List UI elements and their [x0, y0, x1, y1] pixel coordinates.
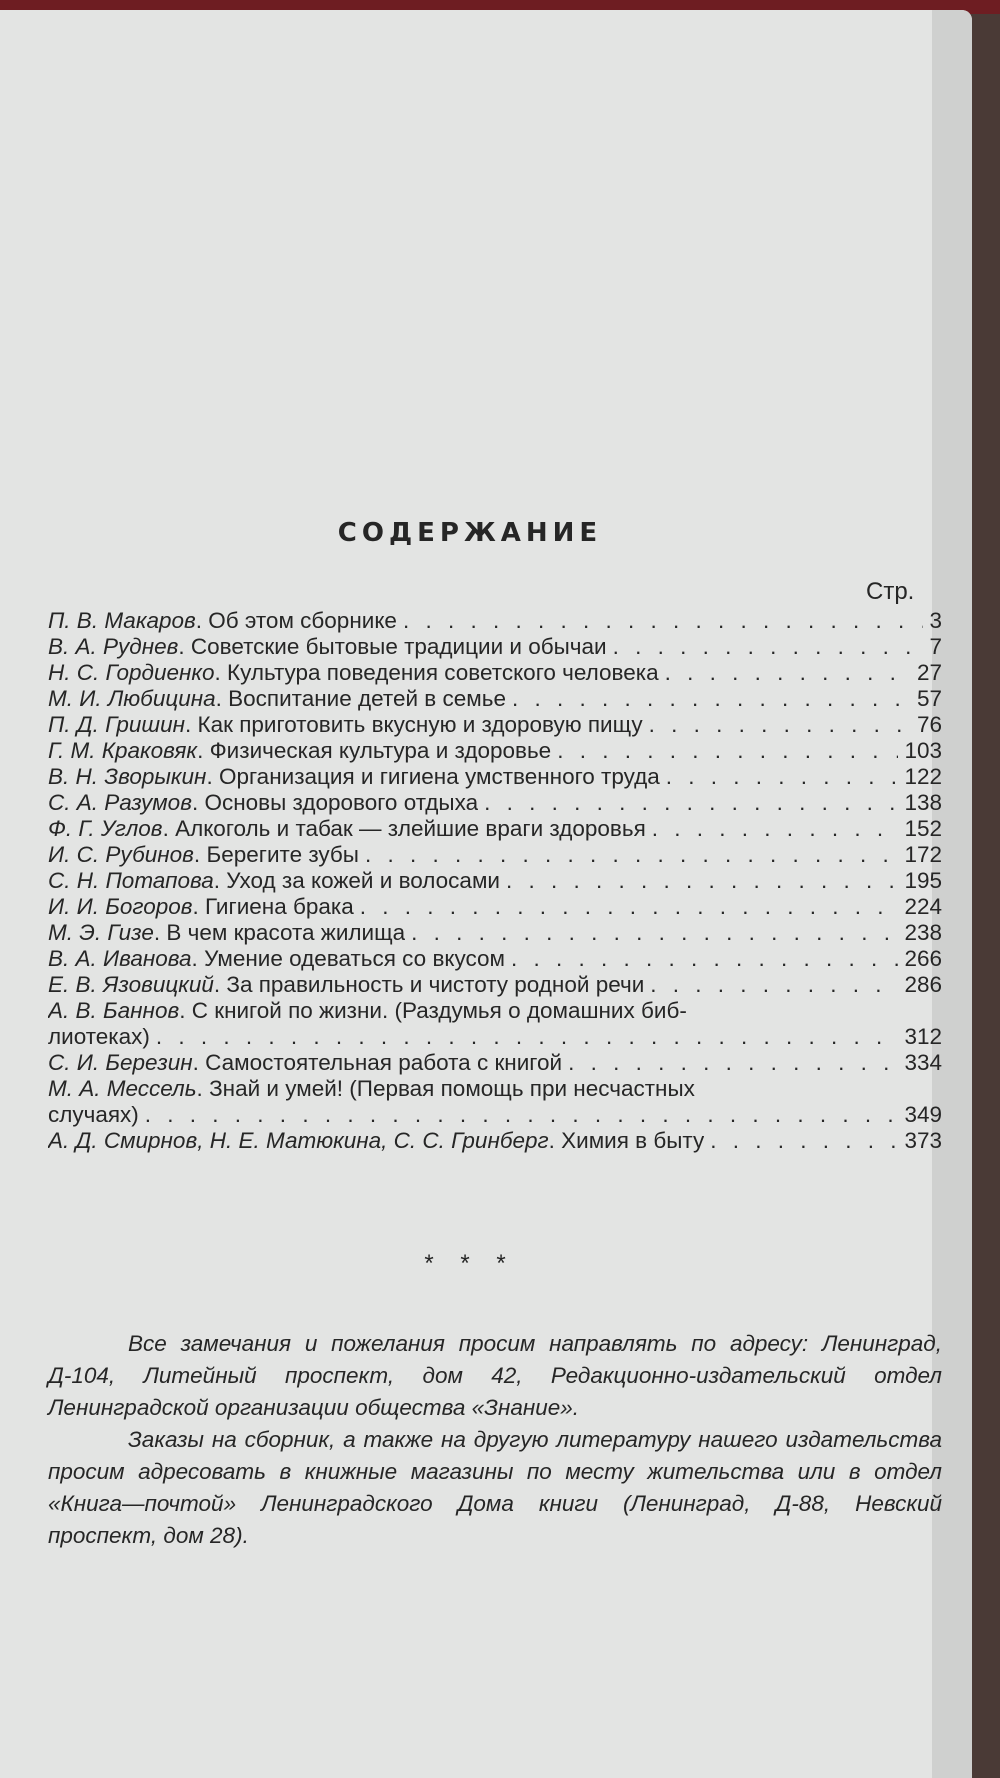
toc-line	[48, 972, 942, 998]
toc-line	[48, 1102, 942, 1128]
toc-author: Г. М. Краковяк	[48, 738, 198, 763]
pages-column-label: Стр.	[866, 578, 915, 605]
toc-entry-text: П. Д. Гришин. Как приготовить вкусную и здоровую пищу	[48, 712, 643, 737]
toc-leader-dots	[403, 608, 924, 634]
note-paragraph: Заказы на сборник, а также на другую литературу нашего издательства просим адресовать в книжные магазины по месту жительства или в отдел «Книга—почтой» Ленинградского Дома книги (Ленинград, Д-88, Невский проспект, дом 28).	[48, 1427, 942, 1548]
toc-author: С. Н. Потапова	[48, 868, 214, 893]
toc-entry-text: М. Э. Гизе. В чем красота жилища	[48, 920, 406, 945]
note-paragraph: Все замечания и пожелания просим направлять по адресу: Ленинград, Д-104, Литейный проспект, дом 42, Редакционно-издательский отдел Ленинградской организации общества «Знание».	[48, 1331, 942, 1420]
toc-line	[48, 738, 942, 764]
toc-title: За правильность и чистоту родной речи	[226, 972, 645, 997]
toc-line	[48, 868, 942, 894]
toc-entry	[48, 738, 942, 764]
toc-author: М. Э. Гизе	[48, 920, 154, 945]
toc-leader-dots	[506, 868, 898, 894]
toc-entry-text: С. И. Березин. Самостоятельная работа с книгой	[48, 1050, 563, 1075]
toc-leader-dots	[568, 1050, 898, 1076]
toc-title: лиотеках)	[48, 1024, 150, 1049]
toc-leader-dots	[649, 712, 911, 738]
toc-entry-text: М. И. Любицина. Воспитание детей в семье	[48, 686, 506, 711]
toc-leader-dots	[512, 686, 911, 712]
toc-title: Знай и умей! (Первая помощь при несчастных	[209, 1076, 695, 1101]
toc-line	[48, 686, 942, 712]
toc-author: И. С. Рубинов	[48, 842, 194, 867]
toc-page-number: 238	[904, 920, 942, 945]
toc-page-number: 7	[929, 634, 942, 659]
toc-author: А. В. Баннов	[48, 998, 180, 1023]
toc-line	[48, 946, 942, 972]
toc-entry-text: Г. М. Краковяк. Физическая культура и здоровье	[48, 738, 552, 763]
toc-entry-text: С. Н. Потапова. Уход за кожей и волосами	[48, 868, 500, 893]
toc-page-number: 138	[904, 790, 942, 815]
toc-entry-text: А. В. Баннов. С книгой по жизни. (Раздумья о домашних биб-	[48, 998, 687, 1023]
toc-title: Основы здорового отдыха	[204, 790, 479, 815]
toc-entry	[48, 972, 942, 998]
toc-leader-dots	[145, 1102, 899, 1128]
toc-entry	[48, 686, 942, 712]
toc-author: В. А. Руднев	[48, 634, 179, 659]
toc-title: Алкоголь и табак — злейшие враги здоровья	[175, 816, 646, 841]
toc-line	[48, 1024, 942, 1050]
toc-entry-text: П. В. Макаров. Об этом сборнике	[48, 608, 397, 633]
toc-leader-dots	[666, 764, 899, 790]
toc-line	[48, 1076, 942, 1102]
toc-title: Физическая культура и здоровье	[209, 738, 552, 763]
toc-entry	[48, 894, 942, 920]
toc-entry	[48, 868, 942, 894]
toc-author: В. А. Иванова	[48, 946, 192, 971]
toc-entry	[48, 712, 942, 738]
toc-author: С. А. Разумов	[48, 790, 192, 815]
toc-line	[48, 998, 942, 1024]
toc-entry-text: И. С. Рубинов. Берегите зубы	[48, 842, 359, 867]
toc-title: Берегите зубы	[206, 842, 359, 867]
toc-entry-text	[48, 1102, 139, 1128]
toc-leader-dots	[613, 634, 924, 660]
toc-entry	[48, 1050, 942, 1076]
toc-page-number: 103	[904, 738, 942, 763]
toc-title: случаях)	[48, 1102, 139, 1127]
toc-page-number: 57	[916, 686, 942, 711]
toc-author: П. Д. Гришин	[48, 712, 185, 737]
publisher-note	[48, 1328, 942, 1552]
toc-line	[48, 712, 942, 738]
toc-title: Химия в быту	[561, 1128, 705, 1153]
toc-author: С. И. Березин	[48, 1050, 193, 1075]
toc-entry	[48, 660, 942, 686]
toc-line	[48, 634, 942, 660]
toc-leader-dots	[557, 738, 898, 764]
toc-author: М. И. Любицина	[48, 686, 216, 711]
toc-title: Гигиена брака	[205, 894, 354, 919]
toc-line	[48, 1128, 942, 1154]
toc-page-number: 3	[929, 608, 942, 633]
toc-leader-dots	[360, 894, 899, 920]
toc-page-number: 334	[904, 1050, 942, 1075]
toc-leader-dots	[665, 660, 911, 686]
toc-entry-text: В. А. Иванова. Умение одеваться со вкусом	[48, 946, 505, 971]
toc-entry-text: В. А. Руднев. Советские бытовые традиции и обычаи	[48, 634, 607, 659]
toc-author: Н. С. Гордиенко	[48, 660, 215, 685]
toc-page-number: 76	[916, 712, 942, 737]
toc-page-number: 286	[904, 972, 942, 997]
toc-author: М. А. Мессель	[48, 1076, 197, 1101]
toc-page-number: 152	[904, 816, 942, 841]
toc-entry-text: М. А. Мессель. Знай и умей! (Первая помощь при несчастных	[48, 1076, 695, 1101]
toc-author: П. В. Макаров	[48, 608, 196, 633]
toc-page-number: 312	[904, 1024, 942, 1049]
toc-entry	[48, 790, 942, 816]
toc-line	[48, 816, 942, 842]
toc-entry-text: И. И. Богоров. Гигиена брака	[48, 894, 354, 919]
toc-entry	[48, 816, 942, 842]
toc-entry-text: А. Д. Смирнов, Н. Е. Матюкина, С. С. Гринберг. Химия в быту	[48, 1128, 705, 1153]
toc-entry	[48, 1076, 942, 1128]
toc-entry-text: Н. С. Гордиенко. Культура поведения советского человека	[48, 660, 659, 685]
toc-title: Как приготовить вкусную и здоровую пищу	[197, 712, 643, 737]
toc-entry	[48, 608, 942, 634]
toc-title: Об этом сборнике	[208, 608, 397, 633]
toc-list	[48, 608, 942, 1154]
toc-page-number: 266	[904, 946, 942, 971]
toc-entry-text	[48, 1024, 150, 1050]
toc-page-number: 349	[904, 1102, 942, 1127]
toc-page-number: 122	[904, 764, 942, 789]
toc-page-number: 27	[916, 660, 942, 685]
toc-title: Умение одеваться со вкусом	[204, 946, 505, 971]
toc-entry	[48, 764, 942, 790]
toc-title: Самостоятельная работа с книгой	[205, 1050, 563, 1075]
toc-line	[48, 764, 942, 790]
toc-leader-dots	[511, 946, 898, 972]
toc-entry	[48, 1128, 942, 1154]
toc-entry	[48, 634, 942, 660]
toc-title: Уход за кожей и волосами	[226, 868, 500, 893]
toc-author: А. Д. Смирнов, Н. Е. Матюкина, С. С. Гринберг	[48, 1128, 549, 1153]
toc-line	[48, 920, 942, 946]
toc-leader-dots	[710, 1128, 898, 1154]
toc-leader-dots	[156, 1024, 899, 1050]
toc-line	[48, 1050, 942, 1076]
toc-entry	[48, 920, 942, 946]
toc-line	[48, 894, 942, 920]
toc-entry	[48, 842, 942, 868]
toc-author: Е. В. Язовицкий	[48, 972, 214, 997]
toc-author: И. И. Богоров	[48, 894, 193, 919]
toc-line	[48, 660, 942, 686]
toc-page-number: 373	[904, 1128, 942, 1153]
toc-title: Советские бытовые традиции и обычаи	[190, 634, 607, 659]
toc-leader-dots	[484, 790, 898, 816]
toc-title: С книгой по жизни. (Раздумья о домашних биб-	[191, 998, 687, 1023]
toc-entry-text: В. Н. Зворыкин. Организация и гигиена умственного труда	[48, 764, 660, 789]
toc-leader-dots	[365, 842, 898, 868]
toc-page-number: 224	[904, 894, 942, 919]
toc-entry-text: С. А. Разумов. Основы здорового отдыха	[48, 790, 479, 815]
toc-heading: СОДЕРЖАНИЕ	[337, 518, 603, 548]
toc-leader-dots	[652, 816, 899, 842]
toc-page-number: 172	[904, 842, 942, 867]
toc-title: В чем красота жилища	[166, 920, 406, 945]
toc-line	[48, 842, 942, 868]
toc-title: Воспитание детей в семье	[228, 686, 506, 711]
toc-entry	[48, 946, 942, 972]
toc-title: Культура поведения советского человека	[227, 660, 659, 685]
toc-leader-dots	[650, 972, 898, 998]
toc-entry	[48, 998, 942, 1050]
toc-author: Ф. Г. Углов	[48, 816, 163, 841]
toc-title: Организация и гигиена умственного труда	[218, 764, 660, 789]
toc-page-number: 195	[904, 868, 942, 893]
toc-entry-text: Е. В. Язовицкий. За правильность и чистоту родной речи	[48, 972, 645, 997]
book-page	[0, 10, 972, 1778]
toc-entry-text: Ф. Г. Углов. Алкоголь и табак — злейшие враги здоровья	[48, 816, 646, 841]
toc-leader-dots	[411, 920, 898, 946]
toc-line	[48, 608, 942, 634]
toc-line	[48, 790, 942, 816]
toc-author: В. Н. Зворыкин	[48, 764, 207, 789]
section-separator: * * *	[424, 1250, 516, 1277]
